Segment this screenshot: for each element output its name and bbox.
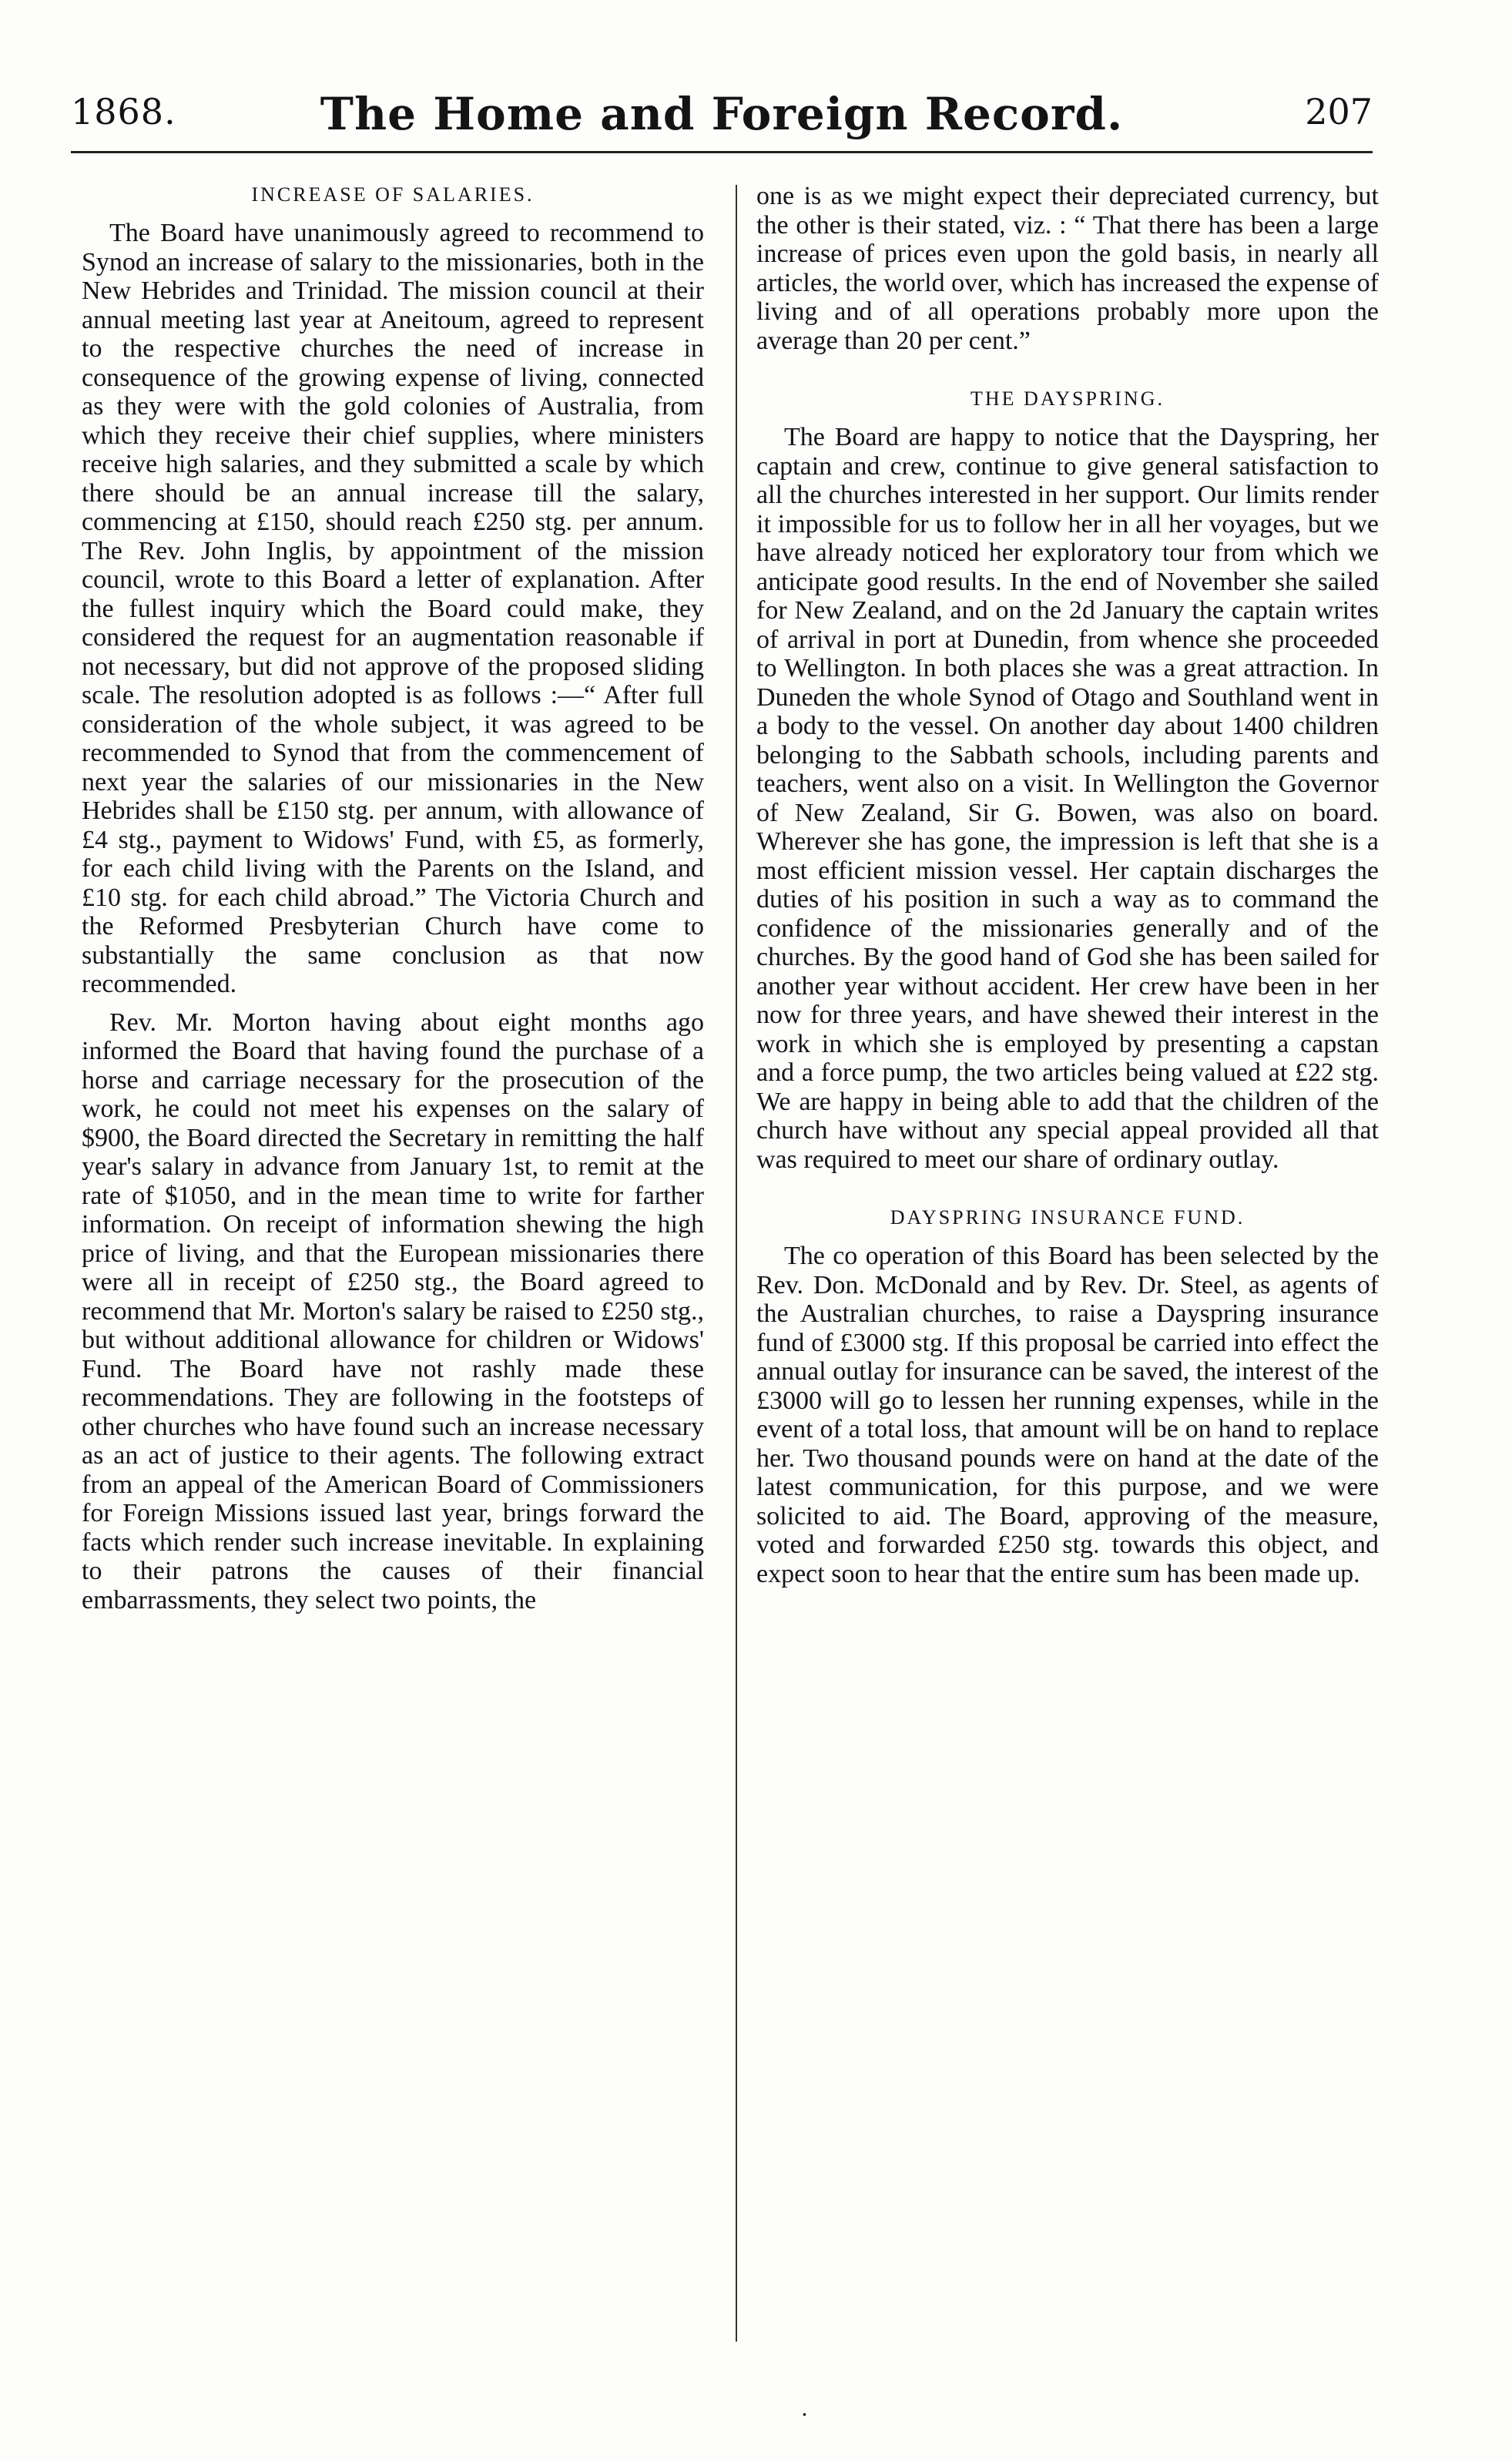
heading-dayspring: THE DAYSPRING.: [971, 387, 1165, 410]
column-divider: [736, 185, 737, 2342]
paragraph-morton: Rev. Mr. Morton having about eight months ago informed the Board that having found the purchase of a horse and carriage necessary for the prosecution of the work, he could not meet his expenses on the salary of $900, the Board directed the Secretary in remitting the half year's salary in advance from January 1st, to remit at the rate of $1050, and in the mean time to write for farther information. On receipt of information shewing the high price of living, and that the European missionaries there were all in receipt of £250 stg., the Board agreed to recommend that Mr. Morton's salary be raised to £250 stg., but without additional allowance for children or Widows' Fund. The Board have not rashly made these recommendations. They are following in the footsteps of other churches who have found such an increase necessary as an act of justice to their agents. The following extract from an appeal of the American Board of Commissioners for Foreign Missions issued last year, brings forward the facts which render such increase inevitable. In explaining to their patrons the causes of their financial embarrassments, they select two points, the: [82, 1008, 704, 1614]
heading-dayspring-insurance-fund: DAYSPRING INSURANCE FUND.: [890, 1206, 1245, 1229]
page-number: 207: [1305, 91, 1373, 132]
paragraph-continued: one is as we might expect their depreciated currency, but the other is their stated, viz. : “ That there has been a large increase of prices even upon the gold basis, in nearly all articles, the world over, which has increased the expense of living and of all operations probably more upon the average than 20 per cent.”: [756, 182, 1379, 355]
footer-mark: .: [801, 2396, 808, 2421]
header-title: The Home and Foreign Record.: [320, 88, 1124, 140]
header-year: 1868.: [71, 91, 176, 132]
paragraph-dayspring: The Board are happy to notice that the Dayspring, her captain and crew, continue to give general satisfaction to all the churches interested in her support. Our limits render it impossible for us to follow her in all her voyages, but we have already noticed her exploratory tour from which we anticipate good results. In the end of November she sailed for New Zealand, and on the 2d January the captain writes of arrival in port at Dunedin, from whence she proceeded to Wellington. In both places she was a great attraction. In Duneden the whole Synod of Otago and Southland went in a body to the vessel. On another day about 1400 children belonging to the Sabbath schools, including parents and teachers, went also on a visit. In Wellington the Governor of New Zealand, Sir G. Bowen, was also on board. Wherever she has gone, the impression is left that she is a most efficient mission vessel. Her captain discharges the duties of his position in such a way as to command the confidence of the missionaries generally and of the churches. By the good hand of God she has been sailed for another year without accident. Her crew have been in her now for three years, and have shewed their interest in the work in which she is employed by presenting a capstan and a force pump, the two articles being valued at £22 stg. We are happy in being able to add that the children of the church have without any special appeal provided all that was required to meet our share of ordinary outlay.: [756, 423, 1379, 1174]
running-head: [71, 88, 1373, 145]
paragraph-insurance: The co operation of this Board has been selected by the Rev. Don. McDonald and by Rev. Dr. Steel, as agents of the Australian churches, to raise a Dayspring insurance fund of £3000 stg. If this proposal be carried into effect the annual outlay for insurance can be saved, the interest of the £3000 will go to lessen her running expenses, while in the event of a total loss, that amount will be on hand to replace her. Two thousand pounds were on hand at the date of the latest communication, for this purpose, and we were solicited to aid. The Board, approving of the measure, voted and forwarded £250 stg. towards this object, and expect soon to hear that the entire sum has been made up.: [756, 1242, 1379, 1588]
paragraph-salaries: The Board have unanimously agreed to recommend to Synod an increase of salary to the missionaries, both in the New Hebrides and Trinidad. The mission council at their annual meeting last year at Aneitoum, agreed to represent to the respective churches the need of increase in consequence of the growing expense of living, connected as they were with the gold colonies of Australia, from which they receive their chief supplies, where ministers receive high salaries, and they submitted a scale by which there should be an annual increase till the salary, commencing at £150, should reach £250 stg. per annum. The Rev. John Inglis, by appointment of the mission council, wrote to this Board a letter of explanation. After the fullest inquiry which the Board could make, they considered the request for an augmentation reasonable if not necessary, but did not approve of the proposed sliding scale. The resolution adopted is as follows :—“ After full consideration of the whole subject, it was agreed to be recommended to Synod that from the commencement of next year the salaries of our missionaries in the New Hebrides shall be £150 stg. per annum, with allowance of £4 stg., payment to Widows' Fund, with £5, as formerly, for each child living with the Parents on the Island, and £10 stg. for each child abroad.” The Victoria Church and the Reformed Presbyterian Church have come to substantially the same conclusion as that now recommended.: [82, 219, 704, 998]
right-column: [756, 182, 1379, 1598]
left-column: [82, 182, 704, 1624]
heading-increase-of-salaries: INCREASE OF SALARIES.: [251, 183, 535, 206]
header-rule: [71, 151, 1373, 153]
